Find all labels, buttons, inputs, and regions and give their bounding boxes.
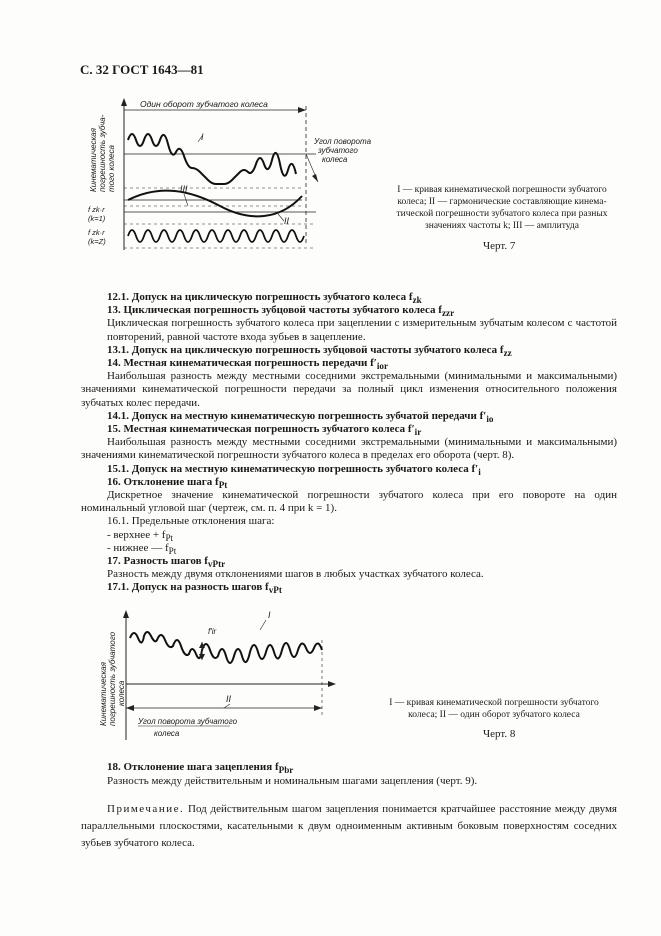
text-line: 14. Местная кинематическая погрешность передачи $f'_{ior}$ [107, 356, 389, 372]
fig7-label-III: III [180, 184, 188, 194]
fig7-label-fzk: f zk·r [88, 205, 105, 214]
text-line: 15.1. Допуск на местную кинематическую погрешность зубчатого колеса $f'_i$ [107, 462, 481, 477]
fig7-right-label-3: колеса [322, 155, 348, 164]
text-paragraph: Наибольшая разность между местными соседними экстремальными (минимальными и максимальными) значениями кинематической погрешности передачи за полный цикл изменения относительного положения зубчатых колес передачи. [81, 370, 617, 409]
fig7-label-fzkr-sub: (k=Z) [88, 237, 106, 246]
text-line: - верхнее + $f_{Pt}$ [107, 528, 174, 543]
page-header: С. 32 ГОСТ 1643—81 [80, 62, 204, 77]
fig7-label-II: II [284, 216, 290, 226]
figure-8 [96, 604, 356, 744]
fig7-caption-line: колеса; II — гармонические составляющие кинема- [397, 197, 607, 207]
text-line: 14.1. Допуск на местную кинематическую погрешность зубчатой передачи $f'_{io}$ [107, 409, 494, 424]
text-line: 12.1. Допуск на циклическую погрешность зубчатого колеса $f_{zk}$ [107, 291, 422, 306]
fig8-xlabel-1: Угол поворота зубчатого [138, 717, 238, 726]
fig8-caption-line: I — кривая кинематической погрешности зубчатого [389, 698, 599, 708]
text-line: 16. Отклонение шага $f_{Pt}$ [107, 475, 228, 490]
note-paragraph [81, 801, 617, 852]
fig7-ylabel-3: того колеса [107, 145, 116, 192]
fig8-ylabel-3: колеса [117, 680, 126, 706]
fig7-caption-line: I — кривая кинематической погрешности зубчатого [397, 185, 607, 195]
text-line: 16.1. Предельные отклонения шага: [107, 515, 275, 528]
text-line: Разность между действительным и номинальным шагами зацепления (черт. 9). [107, 774, 478, 787]
fig7-label-I: I [201, 132, 204, 142]
fig7-curve-I [128, 134, 296, 184]
text-line: 18. Отклонение шага зацепления $f_{Pbr}$ [107, 761, 294, 776]
fig7-caption-line: значениях частоты k; III — амплитуда [425, 221, 579, 231]
text-paragraph: Циклическая погрешность зубчатого колеса при зацеплении с измерительным зубчатым колесом с частотой повторений, равной частоте входа зубьев в зацепление. [107, 317, 617, 343]
figure-7 [80, 96, 380, 256]
fig7-chert: Черт. 7 [483, 240, 516, 252]
text-line: 17.1. Допуск на разность шагов $f_{vPt}$ [107, 581, 282, 596]
text-line: 13.1. Допуск на циклическую погрешность зубцовой частоты зубчатого колеса $f_{zz}$ [107, 343, 512, 358]
fig7-right-label-1: Угол поворота [314, 137, 372, 146]
body-text [81, 291, 617, 596]
fig7-label-fzk-sub: (k=1) [88, 214, 106, 223]
fig8-xlabel-2: колеса [154, 729, 180, 738]
text-paragraph: Дискретное значение кинематической погрешности зубчатого колеса при его повороте на один номинальный угловой шаг (чертеж, см. п. 4 при k = 1). [81, 488, 617, 515]
fig8-label-I: I [268, 610, 271, 620]
text-line: 15. Местная кинематическая погрешность зубчатого колеса $f'_{ir}$ [107, 422, 422, 438]
fig7-harmonic-kz [128, 230, 304, 242]
fig8-caption [376, 697, 612, 721]
fig8-label-II: II [226, 694, 232, 704]
note-body: Под действительным шагом зацепления понимается кратчайшее расстояние между двумя параллельными плоскостями, касательными к двум одноименным активным боковым поверхностям соседних зубьев зубчатого колеса. [81, 803, 617, 850]
text-line: - нижнее — $f_{Pt}$ [107, 541, 177, 556]
text-line: 17. Разность шагов $f_{vPtr}$ [107, 554, 226, 570]
fig7-label-fzkr: f zk·r [88, 228, 105, 237]
note-heading: Примечание. [107, 803, 185, 816]
fig8-caption-line: колеса; II — один оборот зубчатого колеса [408, 710, 580, 720]
fig7-top-label: Один оборот зубчатого колеса [140, 99, 268, 109]
fig7-ylabel-1: Кинематическая [89, 128, 98, 192]
lower-text [81, 761, 617, 852]
text-line: Разность между двумя отклонениями шагов в любых участках зубчатого колеса. [107, 568, 484, 581]
fig7-ylabel-2: погрешность зубча- [98, 114, 107, 192]
fig7-caption-line: тической погрешности зубчатого колеса при разных [396, 209, 608, 219]
text-line: 13. Циклическая погрешность зубцовой частоты зубчатого колеса $f_{zzr}$ [107, 304, 455, 319]
fig8-chert: Черт. 8 [483, 728, 516, 740]
text-paragraph: Наибольшая разность между местными соседними экстремальными (минимальными и максимальными) значениями кинематической погрешности зубчатого колеса в пределах его оборота (черт. 8). [81, 436, 617, 462]
fig7-caption [384, 184, 620, 232]
fig8-curve-I [130, 632, 322, 663]
fig7-right-label-2: зубчатого [318, 146, 358, 155]
fig7-harmonic-k1 [128, 191, 302, 217]
fig8-ylabel-1: Кинематическая [99, 662, 108, 726]
fig8-label-fir: f′ir [208, 627, 217, 636]
fig8-ylabel-2: погрешность зубчатого [108, 631, 117, 726]
